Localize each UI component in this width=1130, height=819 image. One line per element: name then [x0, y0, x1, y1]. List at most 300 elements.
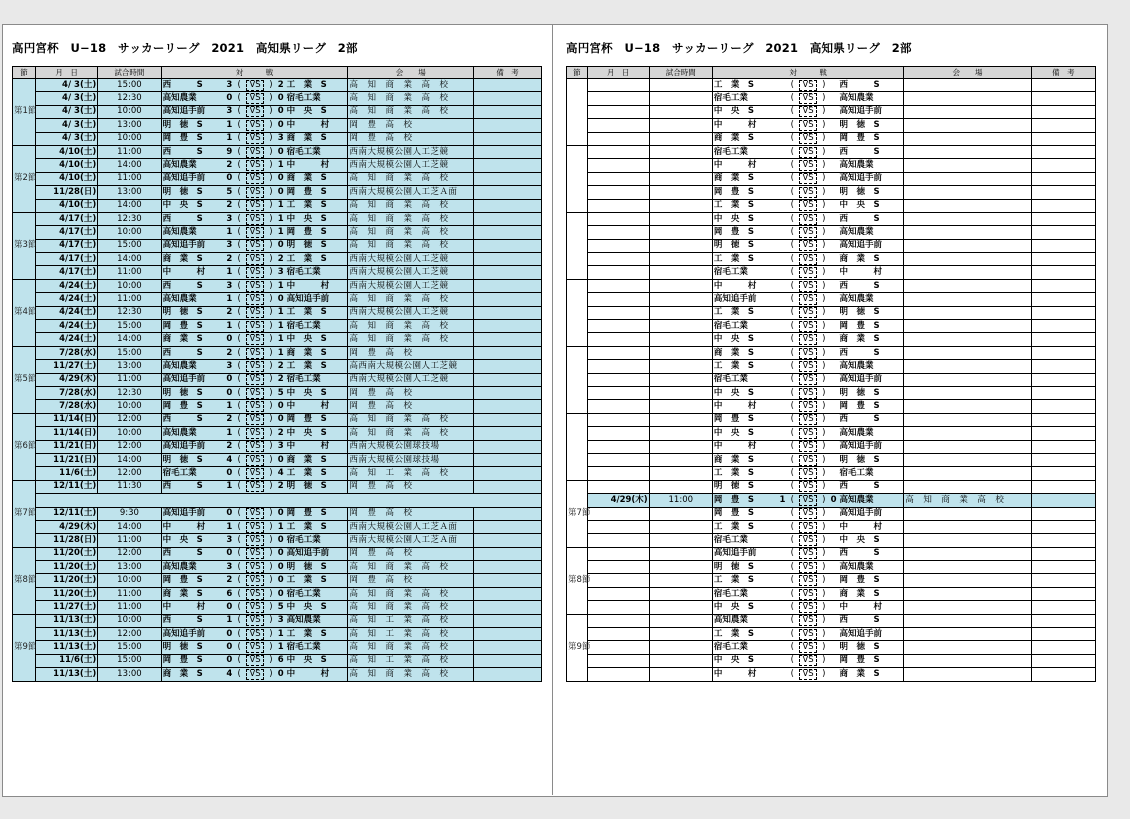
away-score: 1	[276, 320, 286, 333]
vs-label	[244, 92, 266, 105]
open-paren: (	[234, 440, 244, 453]
away-score	[829, 306, 839, 319]
open-paren: (	[234, 520, 244, 533]
match-row	[567, 279, 1096, 292]
home-score: 0	[224, 601, 234, 614]
home-team: 西 S	[161, 279, 224, 292]
home-team: 高知農業	[161, 360, 224, 373]
away-score	[829, 480, 839, 493]
close-paren: )	[819, 574, 829, 587]
home-score: 1	[224, 132, 234, 145]
match-row	[567, 159, 1096, 172]
kickoff-time	[649, 668, 712, 681]
vs-box: VS	[246, 548, 263, 559]
match-row	[567, 494, 1096, 507]
open-paren: (	[787, 574, 797, 587]
away-score: 0	[276, 561, 286, 574]
away-score: 1	[276, 306, 286, 319]
close-paren: )	[819, 654, 829, 667]
vs-label	[244, 628, 266, 641]
match-date	[587, 427, 649, 440]
match-date: 4/24(土)	[35, 306, 97, 319]
vs-label	[797, 427, 819, 440]
match-date: 4/29(木)	[587, 494, 649, 507]
vs-box: VS	[799, 254, 816, 265]
close-paren: )	[819, 333, 829, 346]
kickoff-time: 15:00	[98, 239, 161, 252]
away-team: 宿毛工業	[286, 92, 348, 105]
vs-box: VS	[246, 93, 263, 104]
away-score	[829, 561, 839, 574]
home-team: 商 業 S	[161, 333, 224, 346]
match-row	[567, 253, 1096, 266]
home-score: 0	[224, 628, 234, 641]
home-team: 中 村	[712, 400, 777, 413]
kickoff-time	[649, 654, 712, 667]
open-paren: (	[234, 199, 244, 212]
away-team: 宿毛工業	[286, 534, 348, 547]
vs-box: VS	[799, 227, 816, 238]
kickoff-time	[649, 159, 712, 172]
close-paren: )	[819, 79, 829, 92]
header-time: 試合時間	[98, 67, 161, 79]
away-score	[829, 145, 839, 158]
round-label	[567, 145, 588, 212]
away-score: 1	[276, 212, 286, 225]
close-paren: )	[266, 226, 276, 239]
match-date	[587, 119, 649, 132]
home-score	[778, 641, 788, 654]
close-paren: )	[819, 480, 829, 493]
away-score: 0	[276, 293, 286, 306]
match-row	[13, 467, 542, 480]
match-date: 11/20(土)	[35, 587, 97, 600]
home-score	[778, 186, 788, 199]
match-row	[567, 212, 1096, 225]
match-date: 7/28(水)	[35, 346, 97, 359]
away-score: 2	[276, 373, 286, 386]
away-team: 岡 豊 S	[839, 400, 904, 413]
home-score: 3	[224, 360, 234, 373]
match-row	[567, 413, 1096, 426]
home-score	[778, 320, 788, 333]
open-paren: (	[787, 453, 797, 466]
open-paren: (	[787, 212, 797, 225]
kickoff-time	[649, 574, 712, 587]
home-team: 西 S	[161, 480, 224, 493]
vs-box: VS	[246, 348, 263, 359]
match-date	[587, 520, 649, 533]
open-paren: (	[234, 453, 244, 466]
match-row	[13, 145, 542, 158]
kickoff-time: 11:00	[98, 293, 161, 306]
vs-box: VS	[246, 227, 263, 238]
close-paren: )	[266, 520, 276, 533]
home-team: 工 業 S	[712, 628, 777, 641]
away-team: 高知追手前	[839, 440, 904, 453]
away-score	[829, 159, 839, 172]
notes-cell	[1031, 641, 1095, 654]
home-team: 高知追手前	[161, 172, 224, 185]
vs-box: VS	[799, 214, 816, 225]
home-score: 2	[224, 306, 234, 319]
away-team: 宿毛工業	[839, 467, 904, 480]
match-date	[587, 226, 649, 239]
venue: 岡 豊 高 校	[348, 132, 474, 145]
open-paren: (	[787, 172, 797, 185]
vs-label	[797, 574, 819, 587]
home-team: 高知追手前	[161, 507, 224, 520]
home-team: 中 村	[712, 159, 777, 172]
kickoff-time	[649, 587, 712, 600]
vs-box: VS	[246, 173, 263, 184]
home-team: 高知追手前	[161, 373, 224, 386]
open-paren: (	[787, 628, 797, 641]
close-paren: )	[819, 105, 829, 118]
away-team: 工 業 S	[286, 306, 348, 319]
home-score: 0	[224, 654, 234, 667]
match-row	[13, 668, 542, 681]
away-score: 0	[276, 547, 286, 560]
venue	[904, 520, 1031, 533]
match-row	[13, 534, 542, 547]
away-score: 0	[276, 400, 286, 413]
match-row	[567, 520, 1096, 533]
notes-cell	[1031, 507, 1095, 520]
kickoff-time	[649, 266, 712, 279]
venue	[904, 226, 1031, 239]
away-score: 0	[276, 534, 286, 547]
vs-box: VS	[246, 414, 263, 425]
venue	[904, 587, 1031, 600]
home-team: 高知追手前	[161, 440, 224, 453]
vs-label	[244, 253, 266, 266]
notes-cell	[1031, 413, 1095, 426]
away-team: 西 S	[839, 480, 904, 493]
close-paren: )	[819, 628, 829, 641]
match-date	[587, 480, 649, 493]
vs-label	[244, 641, 266, 654]
match-date: 4/17(土)	[35, 226, 97, 239]
open-paren: (	[787, 480, 797, 493]
vs-box: VS	[799, 187, 816, 198]
match-row	[13, 239, 542, 252]
home-team: 宿毛工業	[712, 92, 777, 105]
away-score: 1	[276, 628, 286, 641]
venue: 岡 豊 高 校	[348, 547, 474, 560]
open-paren: (	[234, 668, 244, 681]
close-paren: )	[266, 92, 276, 105]
match-date: 11/13(土)	[35, 628, 97, 641]
away-team: 高知追手前	[839, 172, 904, 185]
venue: 西南大規模公園人工芝競	[348, 253, 474, 266]
match-row	[13, 186, 542, 199]
away-score	[829, 239, 839, 252]
vs-box: VS	[799, 200, 816, 211]
close-paren: )	[266, 105, 276, 118]
match-date	[587, 159, 649, 172]
match-row	[567, 92, 1096, 105]
vs-label	[244, 453, 266, 466]
match-date: 4/29(木)	[35, 520, 97, 533]
away-team: 中 央 S	[286, 333, 348, 346]
vs-box: VS	[799, 441, 816, 452]
kickoff-time: 13:00	[98, 119, 161, 132]
close-paren: )	[819, 668, 829, 681]
kickoff-time: 9:30	[98, 507, 161, 520]
round-label: 第1節	[13, 79, 36, 146]
match-date	[587, 293, 649, 306]
vs-box: VS	[246, 575, 263, 586]
kickoff-time: 10:00	[98, 226, 161, 239]
vs-box: VS	[246, 615, 263, 626]
close-paren: )	[819, 386, 829, 399]
away-team: 岡 豊 S	[286, 186, 348, 199]
match-date: 4/ 3(土)	[35, 132, 97, 145]
vs-box: VS	[799, 80, 816, 91]
kickoff-time: 11:00	[98, 373, 161, 386]
close-paren: )	[266, 601, 276, 614]
home-team: 西 S	[161, 145, 224, 158]
venue	[904, 601, 1031, 614]
open-paren: (	[787, 561, 797, 574]
home-score: 2	[224, 440, 234, 453]
away-team: 工 業 S	[286, 79, 348, 92]
venue	[904, 386, 1031, 399]
match-date: 11/20(土)	[35, 561, 97, 574]
open-paren: (	[234, 226, 244, 239]
venue	[904, 346, 1031, 359]
away-team: 高知追手前	[839, 239, 904, 252]
home-team: 岡 豊 S	[712, 226, 777, 239]
vs-box: VS	[799, 522, 816, 533]
notes-cell	[1031, 587, 1095, 600]
away-team: 高知農業	[286, 614, 348, 627]
close-paren: )	[819, 440, 829, 453]
vs-label	[244, 601, 266, 614]
match-row	[567, 266, 1096, 279]
match-row	[13, 614, 542, 627]
close-paren: )	[266, 79, 276, 92]
match-date: 11/6(土)	[35, 467, 97, 480]
home-team: 商 業 S	[712, 172, 777, 185]
home-score	[778, 360, 788, 373]
away-team: 高知追手前	[286, 293, 348, 306]
away-score	[829, 92, 839, 105]
venue	[904, 320, 1031, 333]
header-row	[13, 67, 542, 79]
home-team: 明 徳 S	[712, 561, 777, 574]
venue	[904, 534, 1031, 547]
match-row	[567, 507, 1096, 520]
vs-label	[244, 266, 266, 279]
away-score	[829, 186, 839, 199]
kickoff-time: 14:00	[98, 253, 161, 266]
notes-cell	[474, 480, 542, 493]
vs-box: VS	[799, 294, 816, 305]
vs-box: VS	[799, 106, 816, 117]
notes-cell	[1031, 494, 1095, 507]
kickoff-time: 12:30	[98, 92, 161, 105]
vs-label	[244, 79, 266, 92]
open-paren: (	[234, 119, 244, 132]
away-team: 西 S	[839, 212, 904, 225]
venue: 西南大規模公園人工芝競	[348, 159, 474, 172]
notes-cell	[474, 628, 542, 641]
away-score	[829, 507, 839, 520]
away-team: 工 業 S	[286, 199, 348, 212]
home-score	[778, 534, 788, 547]
match-date	[587, 306, 649, 319]
venue	[904, 467, 1031, 480]
kickoff-time: 11:00	[98, 601, 161, 614]
away-score: 0	[276, 587, 286, 600]
notes-cell	[474, 547, 542, 560]
venue: 西南大規模公園人工芝Ａ面	[348, 520, 474, 533]
vs-box: VS	[246, 655, 263, 666]
close-paren: )	[266, 333, 276, 346]
match-row	[13, 413, 542, 426]
match-row	[13, 628, 542, 641]
away-team: 商 業 S	[839, 333, 904, 346]
match-date	[587, 279, 649, 292]
away-score	[829, 373, 839, 386]
away-score	[829, 574, 839, 587]
match-row	[567, 386, 1096, 399]
match-row	[13, 92, 542, 105]
match-date: 11/14(日)	[35, 427, 97, 440]
kickoff-time: 12:30	[98, 306, 161, 319]
open-paren: (	[234, 574, 244, 587]
match-row	[13, 159, 542, 172]
home-score: 6	[224, 587, 234, 600]
round-label: 第7節	[567, 480, 588, 547]
home-team: 西 S	[161, 346, 224, 359]
kickoff-time: 10:00	[98, 132, 161, 145]
open-paren: (	[787, 507, 797, 520]
home-team: 中 央 S	[712, 333, 777, 346]
match-row	[13, 453, 542, 466]
match-date	[587, 507, 649, 520]
open-paren: (	[234, 306, 244, 319]
left-sheet-title: 高円宮杯 U−18 サッカーリーグ 2021 高知県リーグ 2部	[12, 41, 358, 55]
match-date: 11/27(土)	[35, 601, 97, 614]
match-date: 4/29(木)	[35, 373, 97, 386]
venue: 高 知 商 業 高 校	[348, 92, 474, 105]
match-row	[13, 333, 542, 346]
match-date	[587, 239, 649, 252]
kickoff-time	[649, 440, 712, 453]
notes-cell	[1031, 654, 1095, 667]
home-team: 商 業 S	[712, 132, 777, 145]
vs-box: VS	[246, 133, 263, 144]
vs-label	[797, 494, 819, 507]
kickoff-time: 15:00	[98, 641, 161, 654]
venue: 西南大規模公園人工芝競	[348, 279, 474, 292]
away-score: 0	[829, 494, 839, 507]
match-date	[587, 534, 649, 547]
match-date	[587, 601, 649, 614]
away-team: 工 業 S	[286, 574, 348, 587]
vs-box: VS	[246, 240, 263, 251]
open-paren: (	[234, 360, 244, 373]
open-paren: (	[787, 145, 797, 158]
close-paren: )	[819, 172, 829, 185]
match-row	[13, 119, 542, 132]
match-date: 11/21(日)	[35, 453, 97, 466]
match-date	[587, 132, 649, 145]
match-row	[567, 601, 1096, 614]
notes-cell	[1031, 199, 1095, 212]
vs-label	[797, 266, 819, 279]
venue	[904, 574, 1031, 587]
vs-label	[244, 534, 266, 547]
notes-cell	[474, 105, 542, 118]
round-label: 第7節	[13, 480, 36, 547]
notes-cell	[474, 520, 542, 533]
kickoff-time	[649, 105, 712, 118]
away-team: 高知追手前	[839, 507, 904, 520]
header-notes: 備 考	[474, 67, 542, 79]
venue	[904, 413, 1031, 426]
match-date	[587, 400, 649, 413]
vs-label	[244, 386, 266, 399]
home-score: 1	[224, 614, 234, 627]
notes-cell	[474, 668, 542, 681]
kickoff-time	[649, 547, 712, 560]
home-score	[778, 105, 788, 118]
venue	[904, 92, 1031, 105]
kickoff-time: 14:00	[98, 199, 161, 212]
close-paren: )	[819, 226, 829, 239]
home-score	[778, 427, 788, 440]
vs-box: VS	[246, 642, 263, 653]
away-team: 高知農業	[839, 293, 904, 306]
close-paren: )	[819, 360, 829, 373]
away-team: 中 央 S	[286, 427, 348, 440]
home-score: 1	[224, 520, 234, 533]
kickoff-time	[649, 427, 712, 440]
home-team: 中 央 S	[712, 427, 777, 440]
kickoff-time	[649, 614, 712, 627]
vs-box: VS	[246, 669, 263, 680]
open-paren: (	[234, 628, 244, 641]
home-team: 西 S	[161, 413, 224, 426]
vs-label	[797, 561, 819, 574]
home-team: 工 業 S	[712, 467, 777, 480]
away-team: 中 村	[839, 520, 904, 533]
close-paren: )	[819, 520, 829, 533]
match-row	[13, 79, 542, 92]
venue: 高 知 商 業 高 校	[348, 641, 474, 654]
home-team: 宿毛工業	[712, 641, 777, 654]
kickoff-time: 11:00	[98, 145, 161, 158]
home-team: 高知農業	[161, 226, 224, 239]
open-paren: (	[787, 346, 797, 359]
vs-box: VS	[246, 80, 263, 91]
away-team: 高知農業	[839, 360, 904, 373]
vs-label	[244, 440, 266, 453]
match-row	[567, 346, 1096, 359]
home-score	[778, 507, 788, 520]
notes-cell	[1031, 333, 1095, 346]
kickoff-time	[649, 132, 712, 145]
match-date: 4/17(土)	[35, 212, 97, 225]
home-team: 高知追手前	[712, 293, 777, 306]
vs-box: VS	[799, 414, 816, 425]
home-score	[778, 172, 788, 185]
kickoff-time	[649, 293, 712, 306]
